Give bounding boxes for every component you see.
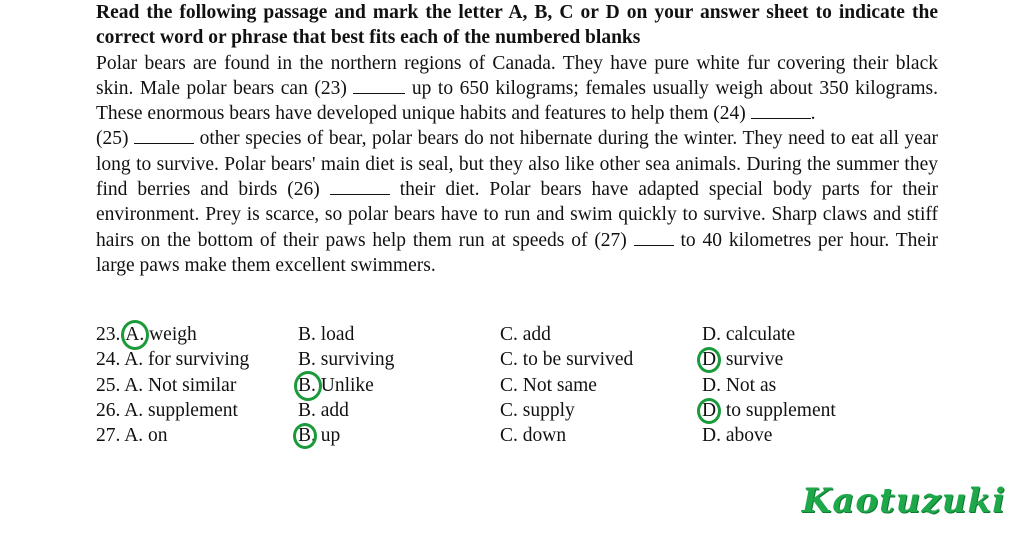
option-text: load [320, 324, 355, 345]
option-letter: D. [702, 374, 721, 396]
answer-options [96, 322, 956, 448]
option-text: down [522, 425, 567, 447]
answer-circle-24: D. [702, 349, 721, 371]
option-text: weigh [149, 324, 197, 345]
answer-circle-23: A. [125, 324, 145, 345]
option-24-d [702, 347, 783, 372]
blank-27 [634, 228, 674, 246]
watermark-logo: Kaotuzuki [801, 481, 1006, 521]
option-text: survive [725, 349, 784, 371]
question-row-25 [96, 373, 956, 398]
option-text: calculate [725, 324, 796, 345]
blank-24 [751, 101, 811, 119]
option-26-d [702, 398, 836, 423]
question-row-26 [96, 398, 956, 423]
option-letter: C. [500, 425, 518, 447]
option-23-a [96, 322, 197, 347]
question-row-27 [96, 423, 956, 448]
option-letter: B. [298, 399, 316, 421]
passage-paragraph-2 [96, 126, 938, 278]
option-24-b [298, 347, 394, 372]
blank-23 [353, 76, 405, 94]
option-24-c [500, 347, 633, 372]
option-26-b [298, 398, 349, 423]
document-body [96, 0, 938, 278]
answer-circle-27: B. [298, 425, 316, 447]
option-24-a [96, 347, 249, 372]
option-27-b [298, 423, 340, 448]
option-text: Not similar [148, 374, 237, 396]
option-25-d [702, 373, 776, 398]
option-text: Not same [522, 374, 597, 396]
option-text: supply [522, 399, 575, 421]
option-text: up [320, 425, 341, 447]
question-row-24 [96, 347, 956, 372]
blank-26 [330, 177, 390, 195]
question-row-23 [96, 322, 956, 347]
option-letter: C. [500, 374, 518, 396]
option-letter: B. [298, 349, 316, 371]
option-23-b [298, 322, 354, 347]
option-text: add [522, 324, 551, 345]
option-27-a [96, 423, 168, 448]
passage-text: up to 650 kilograms; females usually weigh about 350 kilograms. These enormous bears have developed unique habits and features to help them (24) [96, 77, 938, 125]
option-letter: A. [124, 399, 144, 421]
option-letter: A. [124, 374, 144, 396]
option-letter: C. [500, 324, 518, 345]
question-number: 24. [96, 349, 121, 371]
option-text: to be survived [522, 349, 634, 371]
option-text: above [725, 425, 773, 447]
option-letter: D. [702, 425, 721, 447]
option-letter: D. [702, 324, 721, 345]
option-text: supplement [148, 399, 238, 421]
option-26-a [96, 398, 238, 423]
question-number: 25. [96, 374, 121, 396]
option-25-b [298, 373, 374, 398]
question-number: 26. [96, 399, 121, 421]
answer-circle-25: B. [298, 374, 316, 396]
option-letter: B. [298, 324, 316, 345]
question-number: 27. [96, 425, 121, 447]
option-23-d [702, 322, 795, 347]
option-25-c [500, 373, 597, 398]
option-letter: C. [500, 349, 518, 371]
option-text: Unlike [320, 374, 374, 396]
option-25-a [96, 373, 236, 398]
option-27-d [702, 423, 772, 448]
passage-text: Polar bears are found in the northern regions of Canada. They have pure white fur covering their black skin. Male polar bears can (23) [96, 52, 938, 99]
passage-text: . [810, 103, 816, 125]
option-letter: A. [124, 349, 144, 371]
blank-25 [134, 126, 194, 144]
question-number: 23. [96, 324, 121, 345]
option-26-c [500, 398, 575, 423]
passage-text: their diet. Polar bears have adapted special body parts for their environment. Prey is scarce, so polar bears have to run and swim quickly to survive. Sharp claws and stiff hairs on the bottom of their paws help them run at speeds of (27) [96, 179, 939, 251]
passage-text: other species of bear, polar bears do not hibernate during the winter. They need to eat all year long to survive. Polar bears' main diet is seal, but they also like other sea animals. During the summer they find berries and birds (26) [96, 128, 939, 201]
option-23-c [500, 322, 551, 347]
instruction-heading: Read the following passage and mark the letter A, B, C or D on your answer sheet to indicate the correct word or phrase that best fits each of the numbered blanks [96, 2, 938, 49]
option-text: surviving [320, 349, 395, 371]
option-27-c [500, 423, 566, 448]
passage-text: to 40 kilometres per hour. Their large paws make them excellent swimmers. [96, 229, 938, 276]
option-text: to supplement [725, 399, 836, 421]
passage-text: (25) [96, 128, 129, 150]
option-letter: C. [500, 399, 518, 421]
option-letter: A. [124, 425, 144, 447]
option-text: for surviving [148, 349, 250, 371]
option-text: on [148, 425, 168, 447]
passage-paragraph-1 [96, 51, 938, 127]
option-text: Not as [725, 374, 777, 396]
option-text: add [320, 399, 349, 421]
answer-circle-26: D. [702, 399, 721, 421]
